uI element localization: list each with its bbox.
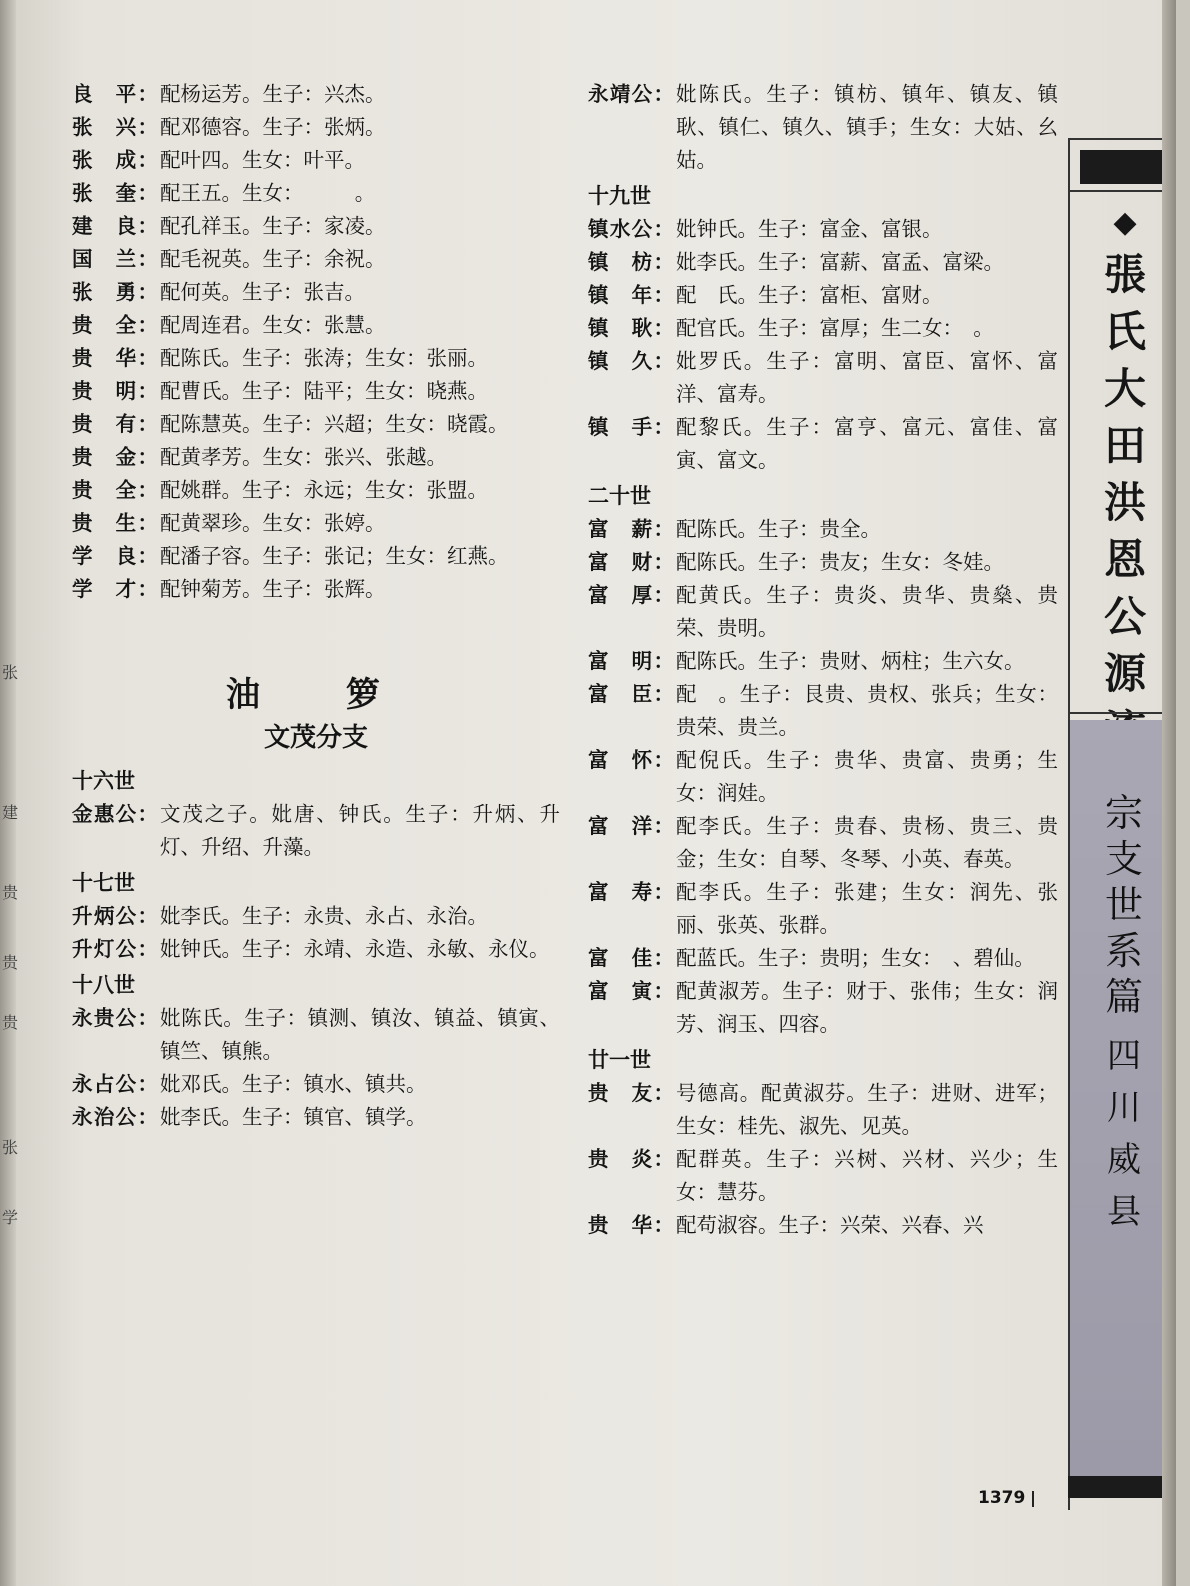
generation-heading: 十六世: [72, 769, 135, 793]
sidebar-rule: [1068, 712, 1176, 714]
diamond-icon: ◆: [1113, 205, 1137, 240]
entry-text: 号德高。配黄淑芬。生子：进财、进军；生女：桂先、淑先、见英。: [676, 1081, 1058, 1138]
entry-name: 贵 金：: [72, 445, 158, 469]
entry-text: 配黄淑芳。生子：财于、张伟；生女：润芳、润玉、四容。: [676, 979, 1058, 1036]
entry-name: 贵 华：: [588, 1213, 674, 1237]
entry-name: 镇 年：: [588, 283, 674, 307]
genealogy-entry: [72, 111, 560, 144]
genealogy-entry: [588, 579, 1058, 645]
genealogy-entry: [72, 243, 560, 276]
entry-name: 张 成：: [72, 148, 158, 172]
entry-name: 富 怀：: [588, 748, 674, 772]
sidebar-subtitle-char: 篇: [1104, 975, 1143, 1019]
entry-text: 配群英。生子：兴树、兴材、兴少；生女：慧芬。: [676, 1147, 1058, 1204]
entry-name: 富 臣：: [588, 682, 674, 706]
genealogy-entry: [588, 345, 1058, 411]
entry-name: 永占公：: [72, 1072, 158, 1096]
entry-text: 配黄孝芳。生女：张兴、张越。: [160, 445, 447, 469]
entry-text: 妣李氏。生子：镇官、镇学。: [160, 1105, 427, 1129]
entry-text: 妣罗氏。生子：富明、富臣、富怀、富洋、富寿。: [676, 349, 1058, 406]
genealogy-entry: [588, 678, 1058, 744]
entry-name: 张 勇：: [72, 280, 158, 304]
genealogy-entry: [72, 78, 560, 111]
bleed-char: 贵: [2, 883, 19, 902]
genealogy-entry: [72, 375, 560, 408]
book-page: [16, 0, 1176, 1586]
entry-text: 配李氏。生子：贵春、贵杨、贵三、贵金；生女：自琴、冬琴、小英、春英。: [676, 814, 1058, 871]
entry-text: 配姚群。生子：永远；生女：张盟。: [160, 478, 488, 502]
entry-name: 升炳公：: [72, 904, 158, 928]
entry-name: 富 佳：: [588, 946, 674, 970]
entry-name: 贵 有：: [72, 412, 158, 436]
sidebar-subtitle: [1086, 790, 1162, 1020]
sidebar-rule: [1068, 190, 1176, 192]
entry-text: 配官氏。生子：富厚；生二女： 。: [676, 316, 994, 340]
sidebar-subtitle-char: 支: [1104, 837, 1143, 881]
bleed-char: 学: [2, 1208, 19, 1227]
sidebar-title-char: 氏: [1103, 307, 1146, 356]
entry-name: 富 洋：: [588, 814, 674, 838]
entry-text: 配黎氏。生子：富亨、富元、富佳、富寅、富文。: [676, 415, 1058, 472]
entry-name: 升灯公：: [72, 937, 158, 961]
sidebar-title-char: 源: [1103, 649, 1146, 698]
left-column: [72, 78, 560, 1134]
genealogy-entry: [72, 276, 560, 309]
sidebar-subtitle-char: 宗: [1104, 791, 1143, 835]
generation-heading: 十九世: [588, 184, 651, 208]
genealogy-entry: [588, 213, 1058, 246]
genealogy-entry: [72, 408, 560, 441]
genealogy-entry: [72, 144, 560, 177]
sidebar-region-char: 川: [1107, 1088, 1141, 1128]
sidebar-title-char: 大: [1103, 364, 1146, 413]
sidebar-subtitle-char: 世: [1104, 883, 1143, 927]
sidebar-title-char: 田: [1103, 421, 1146, 470]
entry-text: 妣钟氏。生子：永靖、永造、永敏、永仪。: [160, 937, 550, 961]
genealogy-entry: [588, 876, 1058, 942]
entry-name: 张 兴：: [72, 115, 158, 139]
entry-name: 贵 生：: [72, 511, 158, 535]
genealogy-entry: [72, 507, 560, 540]
entry-text: 配陈氏。生子：贵全。: [676, 517, 881, 541]
entry-name: 镇 耿：: [588, 316, 674, 340]
entry-name: 学 良：: [72, 544, 158, 568]
entry-text: 配杨运芳。生子：兴杰。: [160, 82, 386, 106]
entry-name: 永贵公：: [72, 1006, 158, 1030]
entry-text: 妣陈氏。生子：镇测、镇汝、镇益、镇寅、镇竺、镇熊。: [160, 1006, 560, 1063]
entry-text: 妣钟氏。生子：富金、富银。: [676, 217, 943, 241]
bleed-char: 贵: [2, 953, 19, 972]
entry-name: 镇 久：: [588, 349, 674, 373]
sidebar-subtitle-char: 系: [1104, 929, 1143, 973]
entry-name: 镇 手：: [588, 415, 674, 439]
entry-text: 配陈氏。生子：贵友；生女：冬娃。: [676, 550, 1004, 574]
entry-text: 配王五。生女： 。: [160, 181, 376, 205]
entry-name: 富 明：: [588, 649, 674, 673]
entry-name: 贵 友：: [588, 1081, 674, 1105]
entry-text: 配蓝氏。生子：贵明；生女： 、碧仙。: [676, 946, 1035, 970]
entry-name: 永治公：: [72, 1105, 158, 1129]
entry-text: 配黄翠珍。生女：张婷。: [160, 511, 386, 535]
genealogy-entry: [72, 798, 560, 864]
entry-name: 贵 全：: [72, 478, 158, 502]
sidebar-title-char: 洪: [1103, 478, 1146, 527]
entry-text: 配 氏。生子：富柜、富财。: [676, 283, 943, 307]
entry-text: 配周连君。生女：张慧。: [160, 313, 386, 337]
entry-name: 贵 炎：: [588, 1147, 674, 1171]
entry-text: 配陈慧英。生子：兴超；生女：晓霞。: [160, 412, 509, 436]
entry-name: 富 寅：: [588, 979, 674, 1003]
genealogy-entry: [72, 540, 560, 573]
sidebar-region-char: 威: [1107, 1140, 1141, 1180]
entry-text: 配潘子容。生子：张记；生女：红燕。: [160, 544, 509, 568]
entry-name: 学 才：: [72, 577, 158, 601]
genealogy-entry: [588, 513, 1058, 546]
sidebar-title-char: 張: [1103, 250, 1146, 299]
entry-text: 配何英。生子：张吉。: [160, 280, 365, 304]
generation-heading: 二十世: [588, 484, 651, 508]
entry-name: 良 平：: [72, 82, 158, 106]
genealogy-entry: [588, 246, 1058, 279]
genealogy-entry: [588, 1143, 1058, 1209]
entry-text: 配邓德容。生子：张炳。: [160, 115, 386, 139]
entry-name: 镇 枋：: [588, 250, 674, 274]
entry-text: 配倪氏。生子：贵华、贵富、贵勇；生女：润娃。: [676, 748, 1058, 805]
generation-heading: 廿一世: [588, 1048, 651, 1072]
genealogy-entry: [72, 900, 560, 933]
entry-text: 配李氏。生子：张建；生女：润先、张丽、张英、张群。: [676, 880, 1058, 937]
entry-name: 贵 明：: [72, 379, 158, 403]
entry-name: 贵 华：: [72, 346, 158, 370]
genealogy-entry: [72, 1002, 560, 1068]
page-right-edge: [1162, 0, 1176, 1586]
entry-name: 富 寿：: [588, 880, 674, 904]
bleed-char: 张: [2, 1138, 19, 1157]
entry-name: 金惠公：: [72, 802, 158, 826]
genealogy-entry: [588, 1077, 1058, 1143]
genealogy-entry: [72, 933, 560, 966]
genealogy-entry: [588, 279, 1058, 312]
sidebar-region-char: 县: [1107, 1192, 1141, 1232]
entry-text: 文茂之子。妣唐、钟氏。生子：升炳、升灯、升绍、升藻。: [160, 802, 560, 859]
generation-heading: 十七世: [72, 871, 135, 895]
entry-text: 妣陈氏。生子：镇枋、镇年、镇友、镇耿、镇仁、镇久、镇手；生女：大姑、幺姑。: [676, 82, 1058, 172]
generation-heading: 十八世: [72, 973, 135, 997]
page-number: 1379: [978, 1488, 1026, 1508]
entry-name: 富 薪：: [588, 517, 674, 541]
entry-text: 配毛祝英。生子：余祝。: [160, 247, 386, 271]
genealogy-entry: [72, 342, 560, 375]
section-title: 油 箩: [226, 675, 406, 715]
right-column: [588, 78, 1058, 1242]
genealogy-entry: [588, 810, 1058, 876]
entry-text: 配叶四。生女：叶平。: [160, 148, 365, 172]
genealogy-entry: [588, 975, 1058, 1041]
genealogy-entry: [588, 312, 1058, 345]
genealogy-entry: [72, 1101, 560, 1134]
entry-text: 配陈氏。生子：贵财、炳柱；生六女。: [676, 649, 1025, 673]
genealogy-entry: [72, 441, 560, 474]
entry-name: 国 兰：: [72, 247, 158, 271]
genealogy-entry: [72, 177, 560, 210]
entry-name: 张 奎：: [72, 181, 158, 205]
genealogy-entry: [588, 546, 1058, 579]
entry-name: 永靖公：: [588, 82, 674, 106]
sidebar-region: [1086, 1030, 1162, 1238]
sidebar-bottom-bar: [1068, 1476, 1176, 1498]
entry-text: 妣李氏。生子：富薪、富孟、富梁。: [676, 250, 1004, 274]
genealogy-entry: [588, 411, 1058, 477]
section-subtitle: 文茂分支: [263, 723, 368, 753]
genealogy-entry: [588, 78, 1058, 177]
bleed-char: 建: [2, 803, 19, 822]
bleed-char: 张: [2, 663, 19, 682]
genealogy-entry: [72, 1068, 560, 1101]
genealogy-entry: [588, 942, 1058, 975]
entry-text: 配陈氏。生子：张涛；生女：张丽。: [160, 346, 488, 370]
sidebar: [1068, 0, 1176, 1586]
entry-text: 妣李氏。生子：永贵、永占、永治。: [160, 904, 488, 928]
genealogy-entry: [588, 1209, 1058, 1242]
sidebar-main-title: [1082, 200, 1168, 805]
entry-text: 配苟淑容。生子：兴荣、兴春、兴: [676, 1213, 984, 1237]
entry-text: 配钟菊芳。生子：张辉。: [160, 577, 386, 601]
entry-name: 建 良：: [72, 214, 158, 238]
book-binding-edge: [0, 0, 19, 1586]
entry-text: 配孔祥玉。生子：家凌。: [160, 214, 386, 238]
entry-text: 配曹氏。生子：陆平；生女：晓燕。: [160, 379, 488, 403]
entry-name: 富 财：: [588, 550, 674, 574]
bleed-char: 贵: [2, 1013, 19, 1032]
genealogy-entry: [72, 573, 560, 606]
genealogy-entry: [588, 744, 1058, 810]
sidebar-title-char: 公: [1103, 592, 1146, 641]
entry-name: 贵 全：: [72, 313, 158, 337]
genealogy-entry: [72, 309, 560, 342]
entry-name: 镇水公：: [588, 217, 674, 241]
genealogy-entry: [72, 474, 560, 507]
entry-text: 妣邓氏。生子：镇水、镇共。: [160, 1072, 427, 1096]
entry-text: 配 。生子：艮贵、贵权、张兵；生女：贵荣、贵兰。: [676, 682, 1058, 739]
entry-name: 富 厚：: [588, 583, 674, 607]
sidebar-region-char: 四: [1107, 1036, 1141, 1076]
genealogy-entry: [588, 645, 1058, 678]
sidebar-rule: [1068, 138, 1176, 140]
page-number-rule: [1032, 1491, 1034, 1507]
genealogy-entry: [72, 210, 560, 243]
entry-text: 配黄氏。生子：贵炎、贵华、贵燊、贵荣、贵明。: [676, 583, 1058, 640]
sidebar-title-char: 恩: [1103, 535, 1146, 584]
